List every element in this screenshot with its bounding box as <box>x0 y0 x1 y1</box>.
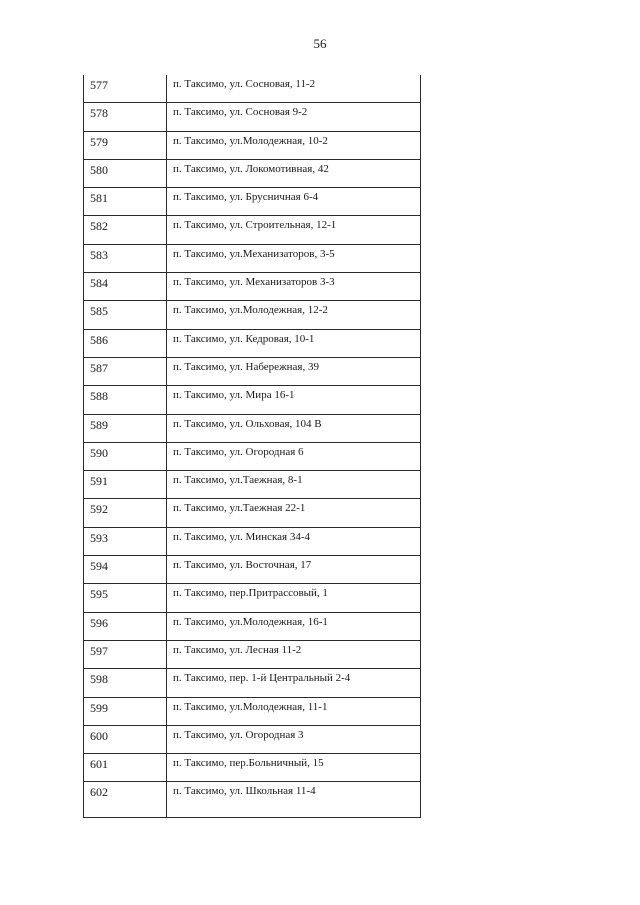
row-number-cell: 587 <box>84 358 167 385</box>
address-cell: п. Таксимо, ул. Локомотивная, 42 <box>173 162 329 175</box>
row-number-cell: 591 <box>84 471 167 498</box>
table-row <box>84 75 420 103</box>
row-number-cell: 581 <box>84 188 167 215</box>
address-cell: п. Таксимо, ул. Огородная 3 <box>173 728 304 741</box>
table-row <box>84 188 420 216</box>
address-cell: п. Таксимо, ул. Строительная, 12-1 <box>173 219 337 232</box>
table-row <box>84 132 420 160</box>
address-cell: п. Таксимо, ул. Брусничная 6-4 <box>173 191 319 204</box>
row-number-cell: 598 <box>84 669 167 696</box>
table-row <box>84 216 420 244</box>
table-row <box>84 301 420 329</box>
table-row <box>84 273 420 301</box>
address-cell: п. Таксимо, ул. Лесная 11-2 <box>173 643 302 656</box>
address-cell: п. Таксимо, ул.Таежная 22-1 <box>173 502 306 515</box>
address-cell: п. Таксимо, пер.Притрассовый, 1 <box>173 587 328 600</box>
address-table <box>83 75 421 818</box>
row-number-cell: 585 <box>84 301 167 328</box>
row-number-cell: 602 <box>84 782 167 817</box>
address-cell: п. Таксимо, ул. Кедровая, 10-1 <box>173 332 315 345</box>
table-row <box>84 330 420 358</box>
table-row <box>84 386 420 414</box>
row-number-cell: 579 <box>84 132 167 159</box>
row-number-cell: 597 <box>84 641 167 668</box>
row-number-cell: 584 <box>84 273 167 300</box>
address-cell: п. Таксимо, ул.Молодежная, 12-2 <box>173 304 328 317</box>
table-row <box>84 160 420 188</box>
address-cell: п. Таксимо, ул. Минская 34-4 <box>173 530 310 543</box>
table-row <box>84 698 420 726</box>
address-cell: п. Таксимо, ул. Восточная, 17 <box>173 559 312 572</box>
row-number-cell: 592 <box>84 499 167 526</box>
address-cell: п. Таксимо, ул.Молодежная, 10-2 <box>173 134 328 147</box>
address-cell: п. Таксимо, ул. Сосновая, 11-2 <box>173 78 316 90</box>
address-cell: п. Таксимо, ул.Таежная, 8-1 <box>173 474 303 487</box>
row-number-cell: 594 <box>84 556 167 583</box>
row-number-cell: 600 <box>84 726 167 753</box>
table-row <box>84 358 420 386</box>
table-row <box>84 443 420 471</box>
row-number-cell: 582 <box>84 216 167 243</box>
table-row <box>84 641 420 669</box>
table-row <box>84 726 420 754</box>
address-cell: п. Таксимо, ул.Механизаторов, 3-5 <box>173 247 335 260</box>
address-cell: п. Таксимо, ул.Молодежная, 16-1 <box>173 615 328 628</box>
row-number-cell: 593 <box>84 528 167 555</box>
row-number-cell: 588 <box>84 386 167 413</box>
row-number-cell: 595 <box>84 584 167 611</box>
table-row <box>84 556 420 584</box>
address-cell: п. Таксимо, ул. Школьная 11-4 <box>173 785 316 798</box>
address-cell: п. Таксимо, ул. Мира 16-1 <box>173 389 295 402</box>
row-number-cell: 590 <box>84 443 167 470</box>
address-cell: п. Таксимо, ул. Ольховая, 104 В <box>173 417 322 430</box>
row-number-cell: 583 <box>84 245 167 272</box>
address-cell: п. Таксимо, ул. Механизаторов 3-3 <box>173 276 335 289</box>
table-row <box>84 103 420 131</box>
table-row <box>84 584 420 612</box>
row-number-cell: 578 <box>84 103 167 130</box>
table-row <box>84 669 420 697</box>
address-cell: п. Таксимо, пер. 1-й Центральный 2-4 <box>173 672 351 685</box>
address-cell: п. Таксимо, ул. Огородная 6 <box>173 445 304 458</box>
table-row <box>84 754 420 782</box>
table-row <box>84 471 420 499</box>
table-row <box>84 782 420 818</box>
row-number-cell: 596 <box>84 613 167 640</box>
row-number-cell: 589 <box>84 415 167 442</box>
table-row <box>84 613 420 641</box>
table-row <box>84 245 420 273</box>
address-cell: п. Таксимо, ул. Сосновая 9-2 <box>173 106 308 119</box>
table-row <box>84 499 420 527</box>
table-row <box>84 415 420 443</box>
address-cell: п. Таксимо, пер.Больничный, 15 <box>173 757 324 770</box>
address-cell: п. Таксимо, ул. Набережная, 39 <box>173 360 319 373</box>
table-row <box>84 528 420 556</box>
row-number-cell: 577 <box>84 75 167 102</box>
row-number-cell: 580 <box>84 160 167 187</box>
row-number-cell: 601 <box>84 754 167 781</box>
row-number-cell: 586 <box>84 330 167 357</box>
address-cell: п. Таксимо, ул.Молодежная, 11-1 <box>173 700 328 713</box>
row-number-cell: 599 <box>84 698 167 725</box>
page-number: 56 <box>313 36 327 51</box>
